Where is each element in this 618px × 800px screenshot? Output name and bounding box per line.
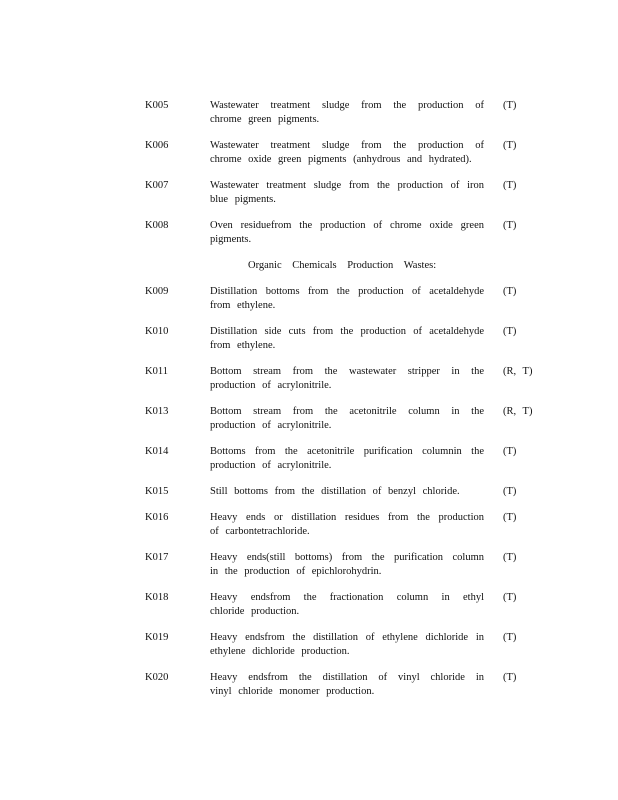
description-line-1: Still bottoms from the distillation of benzyl chloride. [210,486,460,497]
hazard-code: (T) [503,592,517,603]
waste-code: K005 [145,100,169,111]
waste-description [210,139,484,167]
waste-description [210,591,484,619]
description-line-1: Bottom stream from the wastewater stripper in the [210,366,484,377]
description-line-1: Distillation bottoms from the production of acetaldehyde [210,286,484,297]
description-line-2: in the production of epichlorohydrin. [210,566,382,577]
hazard-code: (T) [503,180,517,191]
description-line-2: chrome oxide green pigments (anhydrous and hydrated). [210,154,472,165]
hazard-code: (T) [503,552,517,563]
description-line-1: Heavy ends or distillation residues from the production [210,512,484,523]
description-line-1: Heavy ends(still bottoms) from the purification column [210,552,484,563]
waste-description [210,551,484,579]
description-line-2: production of acrylonitrile. [210,420,332,431]
waste-code: K006 [145,140,169,151]
hazard-code: (T) [503,512,517,523]
waste-description [210,631,484,659]
hazard-code: (R, T) [503,406,533,417]
waste-code: K018 [145,592,169,603]
waste-code: K017 [145,552,169,563]
description-line-1: Wastewater treatment sludge from the production of [210,100,484,111]
description-line-1: Heavy endsfrom the fractionation column in ethyl [210,592,484,603]
hazard-code: (T) [503,286,517,297]
description-line-2: blue pigments. [210,194,276,205]
waste-description [210,511,484,539]
waste-description [210,99,484,127]
hazard-code: (T) [503,632,517,643]
description-line-1: Wastewater treatment sludge from the production of iron [210,180,484,191]
description-line-1: Heavy endsfrom the distillation of vinyl chloride in [210,672,484,683]
description-line-2: chloride production. [210,606,300,617]
hazard-code: (T) [503,220,517,231]
waste-description [210,485,484,499]
hazard-code: (T) [503,326,517,337]
description-line-2: from ethylene. [210,340,276,351]
waste-code: K007 [145,180,169,191]
waste-description [210,445,484,473]
hazard-code: (T) [503,446,517,457]
hazard-code: (T) [503,100,517,111]
waste-code: K013 [145,406,169,417]
waste-description [210,179,484,207]
description-line-1: Bottom stream from the acetonitrile column in the [210,406,484,417]
waste-code: K015 [145,486,169,497]
waste-description [210,285,484,313]
description-line-2: vinyl chloride monomer production. [210,686,375,697]
section-heading: Organic Chemicals Production Wastes: [248,260,437,271]
waste-description [210,219,484,247]
waste-code: K014 [145,446,169,457]
waste-description [210,365,484,393]
waste-code: K019 [145,632,169,643]
hazard-code: (T) [503,486,517,497]
waste-code: K009 [145,286,169,297]
description-line-1: Heavy endsfrom the distillation of ethylene dichloride in [210,632,484,643]
description-line-1: Bottoms from the acetonitrile purification columnin the [210,446,484,457]
description-line-2: from ethylene. [210,300,276,311]
waste-code: K011 [145,366,168,377]
waste-description [210,405,484,433]
waste-code: K010 [145,326,169,337]
waste-description [210,325,484,353]
description-line-1: Distillation side cuts from the production of acetaldehyde [210,326,484,337]
waste-code: K016 [145,512,169,523]
waste-code: K008 [145,220,169,231]
hazard-code: (R, T) [503,366,533,377]
description-line-1: Wastewater treatment sludge from the production of [210,140,484,151]
hazard-code: (T) [503,672,517,683]
waste-description [210,671,484,699]
description-line-2: chrome green pigments. [210,114,320,125]
description-line-2: ethylene dichloride production. [210,646,350,657]
waste-code: K020 [145,672,169,683]
description-line-2: production of acrylonitrile. [210,380,332,391]
hazard-code: (T) [503,140,517,151]
description-line-1: Oven residuefrom the production of chrome oxide green [210,220,484,231]
description-line-2: of carbontetrachloride. [210,526,310,537]
description-line-2: pigments. [210,234,252,245]
description-line-2: production of acrylonitrile. [210,460,332,471]
